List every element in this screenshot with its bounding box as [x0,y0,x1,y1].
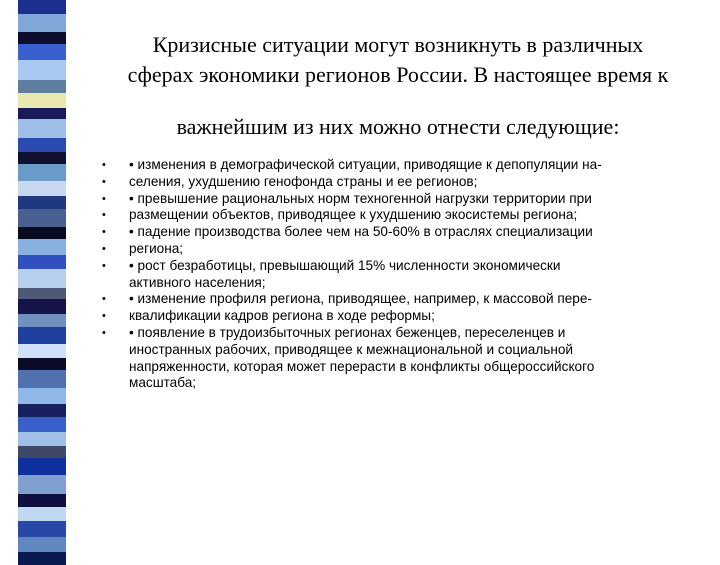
list-item [100,342,700,359]
stripe-segment [18,358,66,370]
stripe-segment [18,196,66,209]
list-item [100,241,700,258]
stripe-segment [18,314,66,327]
stripe-segment [18,458,66,475]
stripe-segment [18,370,66,388]
stripe-segment [18,494,66,507]
bullet-marker: • [102,310,106,323]
stripe-segment [18,108,66,119]
list-item-text: региона; [129,240,184,256]
stripe-segment [18,388,66,404]
stripe-segment [18,239,66,255]
title-line-2: сферах экономики регионов России. В настоящее время к [127,62,669,87]
list-item-text: • падение производства более чем на 50-60% в отраслях специализации [129,224,593,240]
stripe-segment [18,181,66,196]
stripe-segment [18,119,66,138]
list-item-text: размещении объектов, приводящее к ухудшению экосистемы региона; [129,207,578,223]
title-line-3: важнейшим из них можно отнести следующие: [176,114,620,139]
stripe-segment [18,288,66,299]
decorative-stripe-bar [18,0,66,540]
list-item [100,359,700,376]
bullet-marker: • [102,293,106,306]
stripe-segment [18,521,66,537]
stripe-segment [18,152,66,164]
stripe-segment [18,537,66,552]
stripe-segment [18,344,66,358]
stripe-segment [18,269,66,288]
stripe-segment [18,32,66,44]
stripe-segment [18,507,66,521]
list-item-text: • превышение рациональных норм техногенной нагрузки территории при [129,190,592,206]
list-item [100,157,700,174]
stripe-segment [18,80,66,93]
stripe-segment [18,552,66,565]
list-item [100,174,700,191]
slide-title [92,30,704,142]
stripe-segment [18,255,66,269]
list-item-text: активного населения; [129,274,266,290]
stripe-segment [18,446,66,458]
stripe-segment [18,227,66,239]
stripe-segment [18,209,66,227]
list-item [100,275,700,292]
bullet-marker: • [102,242,106,255]
stripe-segment [18,164,66,181]
stripe-segment [18,417,66,432]
list-item-text: • рост безработицы, превышающий 15% численности экономически [129,257,561,273]
list-item-text: иностранных рабочих, приводящее к межнациональной и социальной [129,341,574,357]
list-item [100,325,700,342]
list-item [100,258,700,275]
bullet-marker: • [102,192,106,205]
list-item-text: • изменение профиля региона, приводящее, например, к массовой пере- [129,291,592,307]
stripe-segment [18,93,66,108]
stripe-segment [18,404,66,417]
title-line-1: Кризисные ситуации могут возникнуть в различных [152,32,644,57]
stripe-segment [18,0,66,14]
stripe-segment [18,60,66,80]
list-item-text: селения, ухудшению генофонда страны и ее регионов; [129,173,478,189]
bullet-marker: • [102,226,106,239]
stripe-segment [18,138,66,152]
stripe-segment [18,327,66,344]
list-item-text: • изменения в демографической ситуации, приводящие к депопуляции на- [129,157,602,172]
bullet-list [100,157,700,392]
list-item [100,291,700,308]
list-item-text: квалификации кадров региона в ходе реформы; [129,308,435,324]
stripe-segment [18,44,66,60]
list-item-text: • появление в трудоизбыточных регионах беженцев, переселенцев и [129,324,566,340]
stripe-segment [18,432,66,446]
bullet-marker: • [102,209,106,222]
list-item [100,375,700,392]
bullet-marker: • [102,259,106,272]
list-item [100,191,700,208]
list-item [100,207,700,224]
bullet-marker: • [102,159,106,171]
list-item [100,224,700,241]
stripe-segment [18,299,66,314]
list-item-text: масштаба; [129,375,197,391]
stripe-segment [18,14,66,32]
stripe-segment [18,475,66,494]
list-item [100,308,700,325]
bullet-marker: • [102,175,106,188]
list-item-text: напряженности, которая может перерасти в конфликты общероссийского [129,358,595,374]
bullet-marker: • [102,326,106,339]
